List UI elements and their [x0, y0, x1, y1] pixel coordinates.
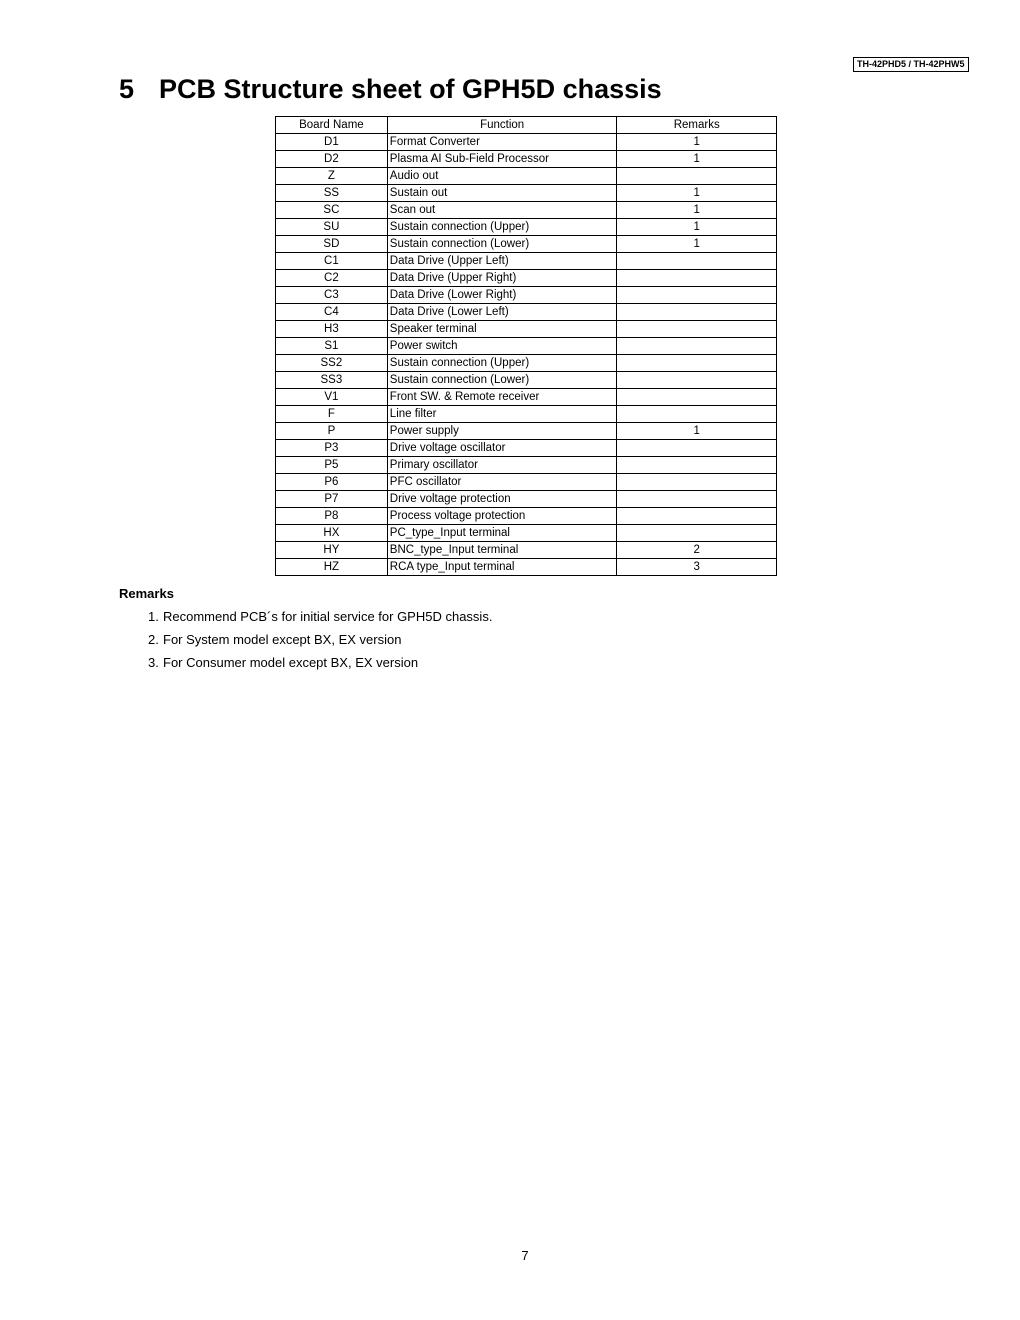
remarks-cell	[617, 168, 777, 185]
board-name-cell: HZ	[276, 559, 388, 576]
remarks-cell	[617, 253, 777, 270]
remark-text: For System model except BX, EX version	[163, 632, 402, 647]
table-row	[276, 457, 777, 474]
board-name-cell: S1	[276, 338, 388, 355]
table-row	[276, 474, 777, 491]
remarks-cell	[617, 491, 777, 508]
board-name-cell: C4	[276, 304, 388, 321]
remarks-cell	[617, 406, 777, 423]
table-row	[276, 321, 777, 338]
remarks-cell	[617, 508, 777, 525]
function-cell: Power switch	[387, 338, 617, 355]
remarks-cell	[617, 304, 777, 321]
table-row	[276, 168, 777, 185]
table-row	[276, 389, 777, 406]
remark-number: 2.	[148, 632, 159, 647]
remarks-list	[148, 608, 492, 677]
remarks-cell: 1	[617, 134, 777, 151]
remarks-cell	[617, 440, 777, 457]
function-cell: Format Converter	[387, 134, 617, 151]
board-name-cell: F	[276, 406, 388, 423]
function-cell: Process voltage protection	[387, 508, 617, 525]
remarks-cell	[617, 389, 777, 406]
board-name-cell: C1	[276, 253, 388, 270]
board-name-cell: P6	[276, 474, 388, 491]
board-name-cell: SS3	[276, 372, 388, 389]
board-name-cell: P3	[276, 440, 388, 457]
function-cell: Audio out	[387, 168, 617, 185]
board-name-cell: D2	[276, 151, 388, 168]
remark-number: 1.	[148, 609, 159, 624]
table-row	[276, 508, 777, 525]
function-cell: Sustain out	[387, 185, 617, 202]
board-name-cell: HX	[276, 525, 388, 542]
function-cell: Sustain connection (Upper)	[387, 219, 617, 236]
table-row	[276, 270, 777, 287]
table-row	[276, 542, 777, 559]
pcb-structure-table	[275, 116, 777, 576]
table-row	[276, 559, 777, 576]
function-cell: Data Drive (Upper Right)	[387, 270, 617, 287]
table-row	[276, 423, 777, 440]
remarks-cell	[617, 474, 777, 491]
board-name-cell: P8	[276, 508, 388, 525]
table-header-row	[276, 117, 777, 134]
function-cell: Plasma AI Sub-Field Processor	[387, 151, 617, 168]
remarks-cell	[617, 287, 777, 304]
table-row	[276, 185, 777, 202]
function-cell: Power supply	[387, 423, 617, 440]
function-cell: Front SW. & Remote receiver	[387, 389, 617, 406]
table-row	[276, 202, 777, 219]
function-cell: PC_type_Input terminal	[387, 525, 617, 542]
function-cell: Data Drive (Lower Left)	[387, 304, 617, 321]
board-name-cell: P	[276, 423, 388, 440]
section-number: 5	[119, 74, 135, 104]
table-row	[276, 253, 777, 270]
function-cell: Sustain connection (Upper)	[387, 355, 617, 372]
function-cell: RCA type_Input terminal	[387, 559, 617, 576]
remarks-cell	[617, 525, 777, 542]
board-name-cell: H3	[276, 321, 388, 338]
function-cell: Line filter	[387, 406, 617, 423]
remarks-cell	[617, 372, 777, 389]
remark-item	[148, 608, 492, 631]
remarks-cell: 1	[617, 236, 777, 253]
table-row	[276, 304, 777, 321]
board-name-cell: C3	[276, 287, 388, 304]
function-cell: Sustain connection (Lower)	[387, 236, 617, 253]
function-cell: Drive voltage oscillator	[387, 440, 617, 457]
board-name-cell: SS	[276, 185, 388, 202]
function-cell: PFC oscillator	[387, 474, 617, 491]
function-cell: Data Drive (Upper Left)	[387, 253, 617, 270]
function-cell: Primary oscillator	[387, 457, 617, 474]
remarks-cell: 2	[617, 542, 777, 559]
remarks-cell	[617, 321, 777, 338]
board-name-cell: SC	[276, 202, 388, 219]
table-row	[276, 219, 777, 236]
remarks-cell	[617, 270, 777, 287]
table-row	[276, 491, 777, 508]
board-name-cell: SU	[276, 219, 388, 236]
remarks-cell: 1	[617, 202, 777, 219]
table-row	[276, 134, 777, 151]
table-row	[276, 440, 777, 457]
function-cell: BNC_type_Input terminal	[387, 542, 617, 559]
table-row	[276, 525, 777, 542]
page-title	[119, 72, 662, 106]
remarks-heading: Remarks	[119, 586, 174, 601]
board-name-cell: HY	[276, 542, 388, 559]
remark-text: For Consumer model except BX, EX version	[163, 655, 419, 670]
board-name-cell: D1	[276, 134, 388, 151]
function-cell: Sustain connection (Lower)	[387, 372, 617, 389]
remarks-cell	[617, 457, 777, 474]
remarks-cell: 1	[617, 151, 777, 168]
remarks-cell: 1	[617, 423, 777, 440]
page-number: 7	[521, 1248, 529, 1263]
board-name-cell: V1	[276, 389, 388, 406]
function-cell: Scan out	[387, 202, 617, 219]
remarks-cell: 1	[617, 219, 777, 236]
remarks-cell: 1	[617, 185, 777, 202]
function-cell: Speaker terminal	[387, 321, 617, 338]
table-body	[276, 134, 777, 576]
remark-item	[148, 631, 492, 654]
table-row	[276, 355, 777, 372]
table-row	[276, 236, 777, 253]
remarks-cell: 3	[617, 559, 777, 576]
table-row	[276, 151, 777, 168]
remark-number: 3.	[148, 655, 159, 670]
board-name-cell: SD	[276, 236, 388, 253]
board-name-cell: SS2	[276, 355, 388, 372]
remarks-cell	[617, 338, 777, 355]
column-header-function: Function	[387, 117, 617, 134]
column-header-remarks: Remarks	[617, 117, 777, 134]
remark-text: Recommend PCB´s for initial service for GPH5D chassis.	[163, 609, 493, 624]
section-title-text: PCB Structure sheet of GPH5D chassis	[159, 74, 662, 104]
board-name-cell: Z	[276, 168, 388, 185]
board-name-cell: P5	[276, 457, 388, 474]
table-row	[276, 287, 777, 304]
remarks-cell	[617, 355, 777, 372]
column-header-board-name: Board Name	[276, 117, 388, 134]
board-name-cell: C2	[276, 270, 388, 287]
table-row	[276, 372, 777, 389]
remark-item	[148, 654, 492, 677]
function-cell: Drive voltage protection	[387, 491, 617, 508]
function-cell: Data Drive (Lower Right)	[387, 287, 617, 304]
table-row	[276, 406, 777, 423]
board-name-cell: P7	[276, 491, 388, 508]
model-tag: TH-42PHD5 / TH-42PHW5	[853, 57, 969, 72]
table-row	[276, 338, 777, 355]
